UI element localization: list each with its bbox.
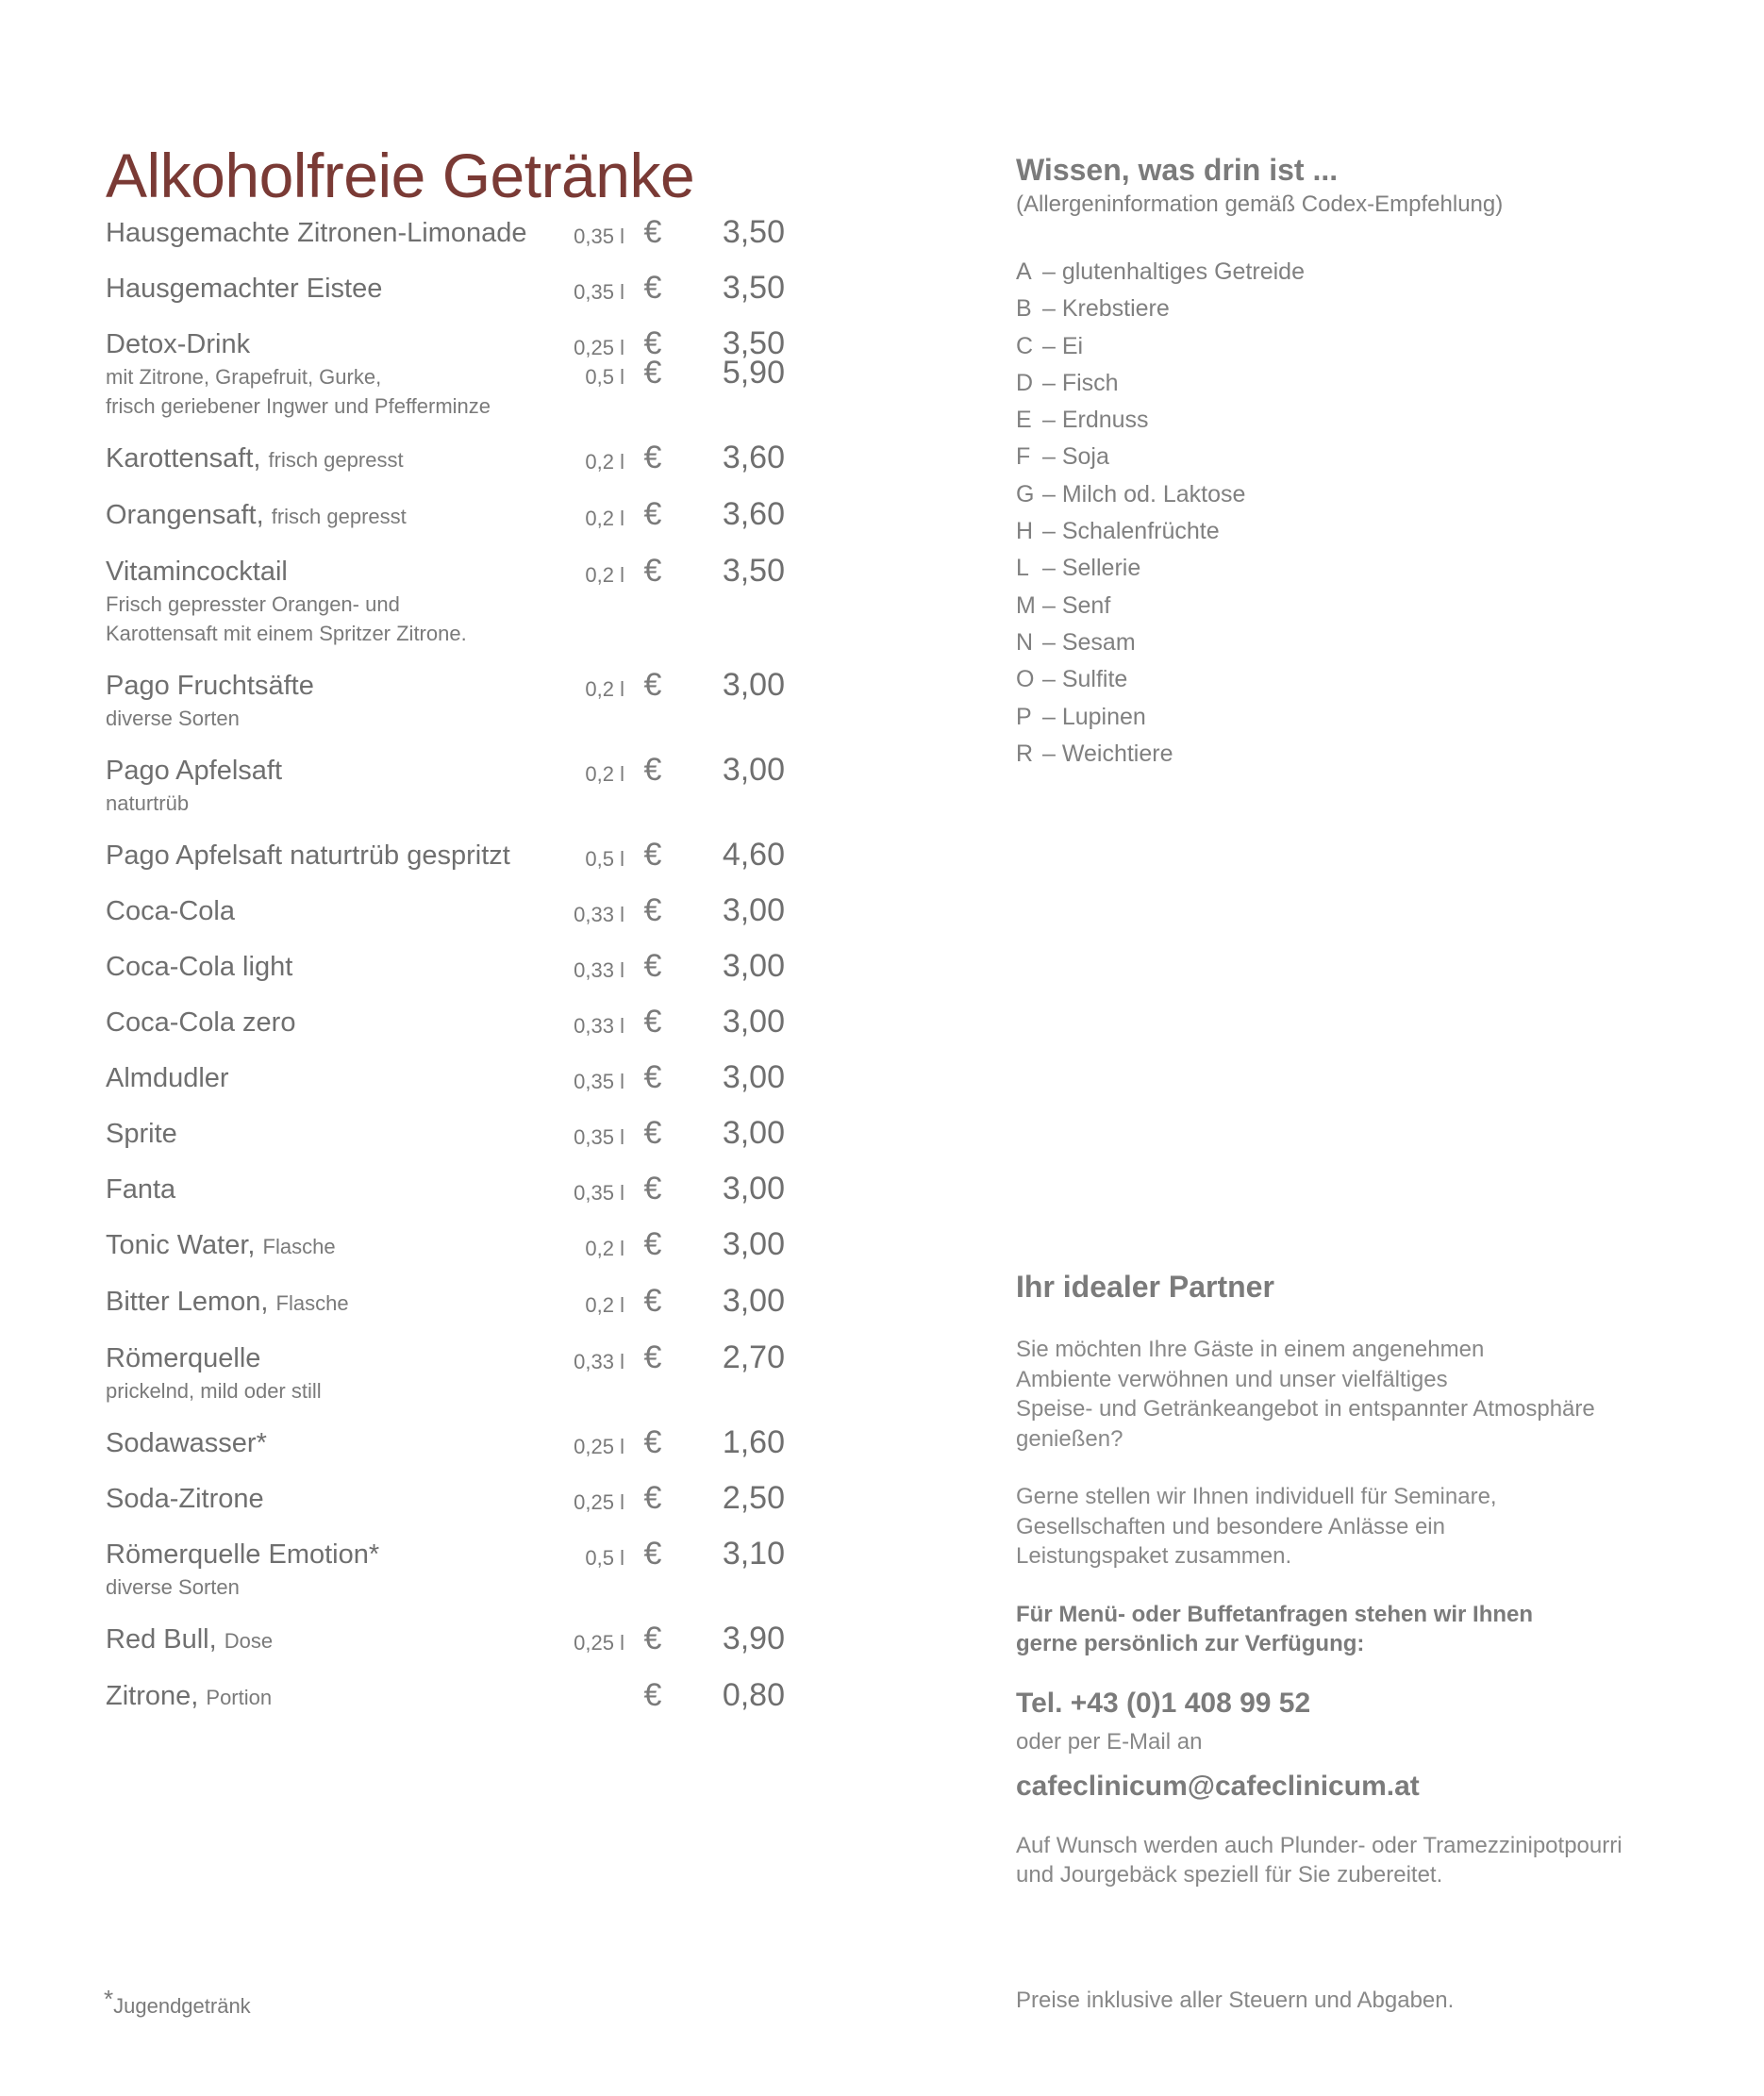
- menu-item: [106, 836, 785, 873]
- menu-item: [106, 1341, 785, 1406]
- menu-item-name-line: [106, 1538, 511, 1572]
- allergen-label: – Schalenfrüchte: [1042, 518, 1220, 545]
- menu-item-namebox: [106, 1538, 511, 1602]
- menu-item-name-line: [106, 1482, 511, 1517]
- allergen-list: [1016, 254, 1676, 773]
- currency-symbol: €: [643, 354, 662, 391]
- allergen-label: – glutenhaltiges Getreide: [1042, 258, 1305, 285]
- menu-item-price: 3,00: [722, 751, 785, 788]
- menu-item-name-line: [106, 1006, 511, 1040]
- menu-item-price: 3,50: [722, 213, 785, 250]
- menu-item-description: naturtrüb: [106, 790, 190, 815]
- menu-item: [106, 552, 785, 648]
- menu-item: [106, 1225, 785, 1264]
- menu-item-note: Portion: [206, 1685, 273, 1709]
- menu-item: [106, 1535, 785, 1602]
- menu-item-namebox: [106, 669, 511, 733]
- menu-item-namebox: [106, 327, 511, 421]
- menu-item-volume: 0,25 l: [574, 1630, 624, 1655]
- menu-item-namebox: [106, 1622, 511, 1658]
- drinks-menu: [106, 141, 785, 1736]
- allergen-item: [1016, 365, 1676, 402]
- currency-symbol: €: [643, 1003, 662, 1040]
- menu-item-name: Sodawasser*: [106, 1427, 267, 1458]
- menu-item-price: 5,90: [722, 354, 785, 391]
- currency-symbol: €: [643, 1058, 662, 1095]
- allergen-label: – Milch od. Laktose: [1042, 480, 1246, 507]
- menu-item-name: Almdudler: [106, 1062, 229, 1093]
- menu-item-namebox: [106, 1426, 511, 1461]
- menu-item-name: Hausgemachter Eistee: [106, 273, 383, 304]
- menu-item-volume: 0,2 l: [585, 562, 624, 587]
- allergen-code: O: [1016, 666, 1035, 693]
- allergen-label: – Soja: [1042, 443, 1109, 471]
- menu-item-name: Hausgemachte Zitronen-Limonade: [106, 217, 527, 248]
- allergen-code: D: [1016, 369, 1034, 396]
- currency-symbol: €: [643, 666, 662, 703]
- menu-item-name-line: [106, 1061, 511, 1096]
- menu-item-price: 3,60: [722, 439, 785, 475]
- menu-item-volume: 0,33 l: [574, 1349, 624, 1373]
- menu-item-price: 3,50: [722, 324, 785, 361]
- prices-note: Preise inklusive aller Steuern und Abgaben.: [1016, 1988, 1455, 2013]
- allergen-code: B: [1016, 295, 1032, 323]
- menu-item: [106, 1114, 785, 1152]
- allergen-code: N: [1016, 628, 1034, 656]
- menu-item-name: Karottensaft,: [106, 442, 261, 474]
- menu-item-volume: 0,25 l: [574, 1434, 624, 1458]
- drinks-list: [106, 213, 785, 1715]
- currency-symbol: €: [643, 1479, 662, 1516]
- allergen-label: – Krebstiere: [1042, 295, 1170, 323]
- menu-item: [106, 1058, 785, 1096]
- menu-item-description: Frisch gepresster Orangen- und Karottensaft mit einem Spritzer Zitrone.: [106, 591, 467, 645]
- allergen-label: – Sellerie: [1042, 555, 1141, 582]
- menu-item-price: 2,70: [722, 1339, 785, 1375]
- menu-item-namebox: [106, 272, 511, 307]
- allergen-item: [1016, 513, 1676, 550]
- email-link[interactable]: cafeclinicum@cafeclinicum.at: [1016, 1770, 1420, 1802]
- allergen-label: – Erdnuss: [1042, 407, 1149, 434]
- menu-item-namebox: [106, 1285, 511, 1321]
- menu-item-description: diverse Sorten: [106, 1574, 240, 1599]
- menu-item-namebox: [106, 441, 511, 477]
- footnote-text: Jugendgetränk: [113, 1994, 251, 2018]
- menu-item: [106, 1170, 785, 1207]
- menu-item-name: Orangensaft,: [106, 499, 264, 530]
- menu-item-name-line: [106, 1228, 511, 1264]
- menu-item-namebox: [106, 1117, 511, 1152]
- menu-item-note: Dose: [224, 1628, 274, 1653]
- allergen-heading: Wissen, was drin ist ...: [1016, 153, 1339, 187]
- menu-item: [106, 441, 785, 477]
- menu-item-volume: 0,33 l: [574, 957, 624, 982]
- currency-symbol: €: [643, 1339, 662, 1375]
- menu-item-name: Fanta: [106, 1173, 176, 1205]
- currency-symbol: €: [643, 891, 662, 928]
- currency-symbol: €: [643, 1225, 662, 1262]
- menu-item-name-line: [106, 950, 511, 985]
- menu-item-note: frisch gepresst: [271, 504, 407, 528]
- allergen-code: L: [1016, 555, 1029, 582]
- menu-item-volume: 0,2 l: [585, 1236, 624, 1260]
- menu-item-name-line: [106, 1285, 511, 1321]
- menu-item-name: Römerquelle: [106, 1342, 261, 1373]
- menu-item-name-line: [106, 1117, 511, 1152]
- menu-item-name-line: [106, 894, 511, 929]
- allergen-code: F: [1016, 443, 1031, 471]
- partner-heading: Ihr idealer Partner: [1016, 1270, 1274, 1304]
- menu-item-name-line: [106, 555, 511, 590]
- menu-item-namebox: [106, 1173, 511, 1207]
- currency-symbol: €: [643, 495, 662, 532]
- currency-symbol: €: [643, 439, 662, 475]
- menu-item-volume: 0,25 l: [574, 335, 624, 359]
- allergen-item: [1016, 291, 1676, 327]
- menu-item-volume: 0,25 l: [574, 1489, 624, 1514]
- currency-symbol: €: [643, 1676, 662, 1713]
- allergen-label: – Senf: [1042, 591, 1111, 619]
- menu-item-volume: 0,2 l: [585, 676, 624, 701]
- allergen-item: [1016, 624, 1676, 661]
- menu-item-name-line: [106, 1173, 511, 1207]
- menu-item-note: Flasche: [275, 1290, 349, 1315]
- menu-item-name-line: [106, 1622, 511, 1658]
- menu-item-namebox: [106, 1482, 511, 1517]
- allergen-item: [1016, 254, 1676, 291]
- menu-item-namebox: [106, 1006, 511, 1040]
- allergen-item: [1016, 328, 1676, 365]
- menu-item-description: diverse Sorten: [106, 706, 240, 730]
- currency-symbol: €: [643, 836, 662, 873]
- menu-item-namebox: [106, 1679, 511, 1715]
- menu-item-price: 3,00: [722, 1058, 785, 1095]
- menu-item-volume: 0,2 l: [585, 1292, 624, 1317]
- menu-item-description: prickelnd, mild oder still: [106, 1378, 322, 1403]
- menu-item-volume: 0,5 l: [585, 364, 624, 389]
- currency-symbol: €: [643, 947, 662, 984]
- allergen-item: [1016, 476, 1676, 513]
- menu-item: [106, 1622, 785, 1658]
- menu-item-volume: 0,35 l: [574, 279, 624, 304]
- menu-item-name: Pago Fruchtsäfte: [106, 670, 314, 701]
- menu-item: [106, 1479, 785, 1517]
- currency-symbol: €: [643, 1170, 662, 1206]
- allergen-code: M: [1016, 591, 1036, 619]
- allergen-item: [1016, 699, 1676, 736]
- menu-item-price: 0,80: [722, 1676, 785, 1713]
- menu-item: [106, 324, 785, 421]
- partner-extra: Auf Wunsch werden auch Plunder- oder Tramezzinipotpourri und Jourgebäck speziell für Sie zubereitet.: [1016, 1832, 1623, 1888]
- allergen-label: – Ei: [1042, 332, 1084, 359]
- menu-item-name-line: [106, 216, 527, 251]
- menu-item: [106, 269, 785, 307]
- partner-offer: Gerne stellen wir Ihnen individuell für Seminare, Gesellschaften und besondere Anlässe ein Leistungspaket zusammen.: [1016, 1484, 1497, 1569]
- menu-item-price: 3,50: [722, 269, 785, 306]
- menu-item-price: 3,10: [722, 1535, 785, 1572]
- menu-item-namebox: [106, 1061, 511, 1096]
- menu-item-name-line: [106, 754, 511, 789]
- menu-item-volume: 0,35 l: [574, 224, 624, 248]
- menu-item-namebox: [106, 1341, 511, 1406]
- menu-item-price: 3,00: [722, 891, 785, 928]
- menu-item-name-line: [106, 441, 511, 477]
- allergen-item: [1016, 736, 1676, 773]
- allergen-label: – Weichtiere: [1042, 740, 1173, 767]
- currency-symbol: €: [643, 751, 662, 788]
- menu-item-namebox: [106, 894, 511, 929]
- menu-item-name-line: [106, 498, 511, 534]
- menu-item: [106, 751, 785, 818]
- menu-item-note: Flasche: [262, 1234, 336, 1258]
- menu-item-volume: 0,2 l: [585, 449, 624, 474]
- menu-item-volume: 0,2 l: [585, 761, 624, 786]
- menu-item-namebox: [106, 1228, 511, 1264]
- menu-item-namebox: [106, 555, 511, 648]
- menu-item-name: Soda-Zitrone: [106, 1483, 264, 1514]
- currency-symbol: €: [643, 269, 662, 306]
- menu-item: [106, 213, 785, 251]
- menu-item: [106, 947, 785, 985]
- menu-item-volume: 0,33 l: [574, 1013, 624, 1038]
- allergen-code: C: [1016, 332, 1034, 359]
- email-intro: oder per E-Mail an: [1016, 1728, 1203, 1755]
- menu-item: [106, 666, 785, 733]
- menu-item: [106, 1423, 785, 1461]
- partner-intro: Sie möchten Ihre Gäste in einem angenehmen Ambiente verwöhnen und unser vielfältiges Speise- und Getränkeangebot in entspannter Atmosphäre genießen?: [1016, 1337, 1595, 1452]
- menu-item-name: Coca-Cola light: [106, 951, 293, 982]
- allergen-item: [1016, 661, 1676, 698]
- menu-item: [106, 1676, 785, 1715]
- allergen-label: – Sulfite: [1042, 666, 1128, 693]
- menu-item-price: 3,00: [722, 1225, 785, 1262]
- menu-item-name-line: [106, 1341, 511, 1376]
- menu-item: [106, 495, 785, 534]
- menu-item-namebox: [106, 216, 527, 251]
- allergen-item: [1016, 588, 1676, 624]
- menu-item-name: Bitter Lemon,: [106, 1286, 269, 1317]
- menu-item-namebox: [106, 498, 511, 534]
- menu-item-name-line: [106, 669, 511, 704]
- menu-item-namebox: [106, 839, 511, 873]
- menu-item-note: frisch gepresst: [268, 447, 404, 472]
- menu-item: [106, 1003, 785, 1040]
- menu-item-name-line: [106, 272, 511, 307]
- menu-item-price: 3,00: [722, 1114, 785, 1151]
- currency-symbol: €: [643, 1535, 662, 1572]
- menu-item-price: 4,60: [722, 836, 785, 873]
- currency-symbol: €: [643, 552, 662, 589]
- menu-item-namebox: [106, 754, 511, 818]
- currency-symbol: €: [643, 1114, 662, 1151]
- menu-item-volume: 0,35 l: [574, 1069, 624, 1093]
- menu-item-name: Zitrone,: [106, 1680, 199, 1711]
- menu-item-volume: 0,5 l: [585, 846, 624, 871]
- allergen-code: E: [1016, 407, 1032, 434]
- menu-item-name: Coca-Cola: [106, 895, 235, 926]
- allergen-code: H: [1016, 518, 1034, 545]
- currency-symbol: €: [643, 213, 662, 250]
- menu-item-name: Coca-Cola zero: [106, 1006, 296, 1038]
- allergen-code: P: [1016, 703, 1032, 730]
- menu-item-volume: 0,35 l: [574, 1180, 624, 1205]
- phone-number[interactable]: Tel. +43 (0)1 408 99 52: [1016, 1687, 1311, 1719]
- page-title: Alkoholfreie Getränke: [106, 141, 695, 210]
- menu-item-name: Detox-Drink: [106, 328, 251, 359]
- menu-item-price: 3,00: [722, 947, 785, 984]
- menu-item-volume: 0,2 l: [585, 506, 624, 530]
- footnote: [104, 1985, 251, 2019]
- menu-item-price: 3,00: [722, 1282, 785, 1319]
- menu-item-name: Tonic Water,: [106, 1229, 256, 1260]
- menu-item-price: 3,00: [722, 1170, 785, 1206]
- menu-item-volume: 0,35 l: [574, 1124, 624, 1149]
- menu-item-price: 3,90: [722, 1620, 785, 1656]
- menu-item-price: 3,00: [722, 666, 785, 703]
- allergen-item: [1016, 439, 1676, 475]
- allergen-info: [1016, 153, 1676, 773]
- allergen-label: – Fisch: [1042, 369, 1119, 396]
- menu-item-name-line: [106, 327, 511, 362]
- allergen-item: [1016, 550, 1676, 587]
- menu-item-price: 3,00: [722, 1003, 785, 1040]
- menu-item-namebox: [106, 950, 511, 985]
- menu-item-price: 3,50: [722, 552, 785, 589]
- menu-item: [106, 891, 785, 929]
- menu-item-name: Vitamincocktail: [106, 556, 288, 587]
- currency-symbol: €: [643, 1423, 662, 1460]
- allergen-code: G: [1016, 480, 1035, 507]
- allergen-label: – Lupinen: [1042, 703, 1146, 730]
- menu-item: [106, 1282, 785, 1321]
- menu-item-name-line: [106, 1426, 511, 1461]
- allergen-code: R: [1016, 740, 1034, 767]
- partner-section: [1016, 1270, 1676, 1919]
- menu-item-volume: 0,5 l: [585, 1545, 624, 1570]
- menu-item-name: Pago Apfelsaft naturtrüb gespritzt: [106, 840, 510, 871]
- allergen-subheading: (Allergeninformation gemäß Codex-Empfehlung): [1016, 191, 1504, 217]
- menu-item-name: Römerquelle Emotion*: [106, 1539, 380, 1570]
- partner-inquiry: Für Menü- oder Buffetanfragen stehen wir Ihnen gerne persönlich zur Verfügung:: [1016, 1601, 1534, 1656]
- menu-item-volume: 0,33 l: [574, 902, 624, 926]
- menu-item-name-line: [106, 839, 511, 873]
- menu-item-description: mit Zitrone, Grapefruit, Gurke, frisch geriebener Ingwer und Pfefferminze: [106, 364, 491, 418]
- menu-item-name-line: [106, 1679, 511, 1715]
- allergen-item: [1016, 402, 1676, 439]
- currency-symbol: €: [643, 1620, 662, 1656]
- menu-item-name: Pago Apfelsaft: [106, 755, 283, 786]
- menu-item-price: 1,60: [722, 1423, 785, 1460]
- menu-item-price: 3,60: [722, 495, 785, 532]
- menu-item-price: 2,50: [722, 1479, 785, 1516]
- menu-item-name: Sprite: [106, 1118, 177, 1149]
- footnote-star: *: [104, 1985, 114, 2013]
- currency-symbol: €: [643, 1282, 662, 1319]
- allergen-code: A: [1016, 258, 1032, 285]
- allergen-label: – Sesam: [1042, 628, 1136, 656]
- currency-symbol: €: [643, 324, 662, 361]
- menu-item-name: Red Bull,: [106, 1623, 217, 1655]
